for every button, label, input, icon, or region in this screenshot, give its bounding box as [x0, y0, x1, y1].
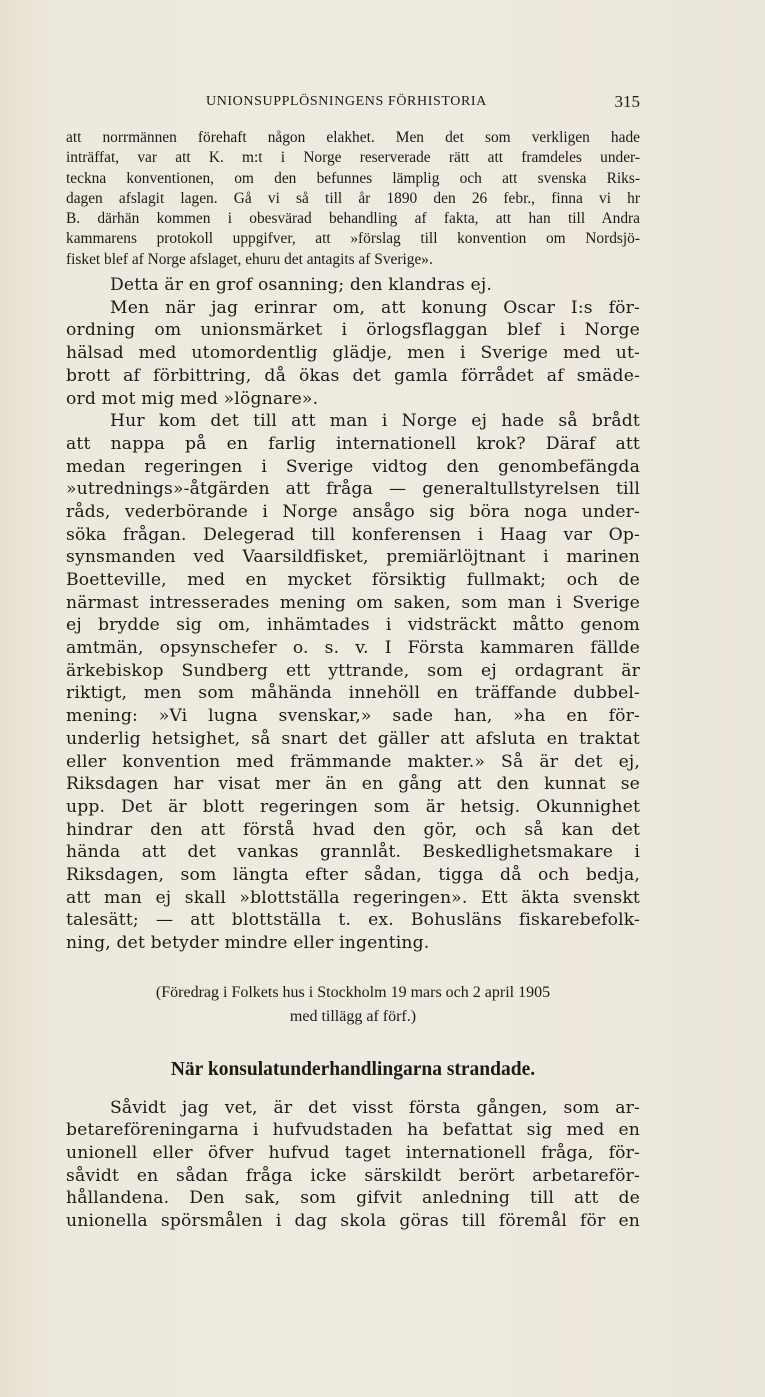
- body-line: Riksdagen, som längta efter sådan, tigga då och bedja,: [66, 864, 640, 885]
- body-line: råds, vederbörande i Norge ansågo sig böra noga under-: [66, 501, 640, 522]
- source-note-line: (Föredrag i Folkets hus i Stockholm 19 mars och 2 april 1905: [155, 983, 551, 1001]
- source-note: [66, 981, 640, 1029]
- body-line: brott af förbittring, då ökas det gamla förrådet af smäde-: [66, 365, 640, 386]
- body-line: söka frågan. Delegerad till konferensen i Haag var Op-: [66, 524, 640, 545]
- page-number: 315: [614, 92, 640, 111]
- body-line: närmast intresserades mening om saken, som man i Sverige: [66, 592, 640, 613]
- footnote-line: teckna konventionen, om den befunnes lämplig och att svenska Riks-: [66, 169, 640, 187]
- footnote-line: att norrmännen förehaft någon elakhet. Men det som verkligen hade: [66, 129, 640, 146]
- section-text: [66, 1097, 640, 1233]
- body-line: unionell eller öfver hufvud taget internationell fråga, för-: [66, 1143, 640, 1164]
- body-line: riktigt, men som måhända innehöll en träffande dubbel-: [66, 683, 640, 704]
- body-line: underlig hetsighet, så snart det gäller att afsluta en traktat: [66, 728, 640, 749]
- section-heading: När konsulatunderhandlingarna strandade.: [170, 1058, 536, 1080]
- body-line: synsmanden ved Vaarsildfisket, premiärlöjtnant i marinen: [66, 547, 640, 568]
- body-line: hända att det vankas grannlåt. Beskedlighetsmakare i: [66, 842, 640, 863]
- body-line: Såvidt jag vet, är det visst första gången, som ar-: [110, 1097, 640, 1118]
- footnote-line: B. därhän kommen i obesvärad behandling af fakta, att han till Andra: [66, 210, 640, 228]
- body-line: ej brydde sig om, inhämtades i vidsträckt måtto genom: [66, 615, 640, 636]
- footnote-line: dagen afslagit lagen. Gå vi så till år 1890 den 26 febr., finna vi hr: [66, 189, 640, 207]
- footnote-line: kammarens protokoll uppgifver, att »förslag till konvention om Nordsjö-: [66, 230, 640, 248]
- footnote-line: inträffat, var att K. m:t i Norge reserverade rätt att framdeles under-: [66, 149, 640, 167]
- footnote-paragraph: [66, 128, 640, 270]
- body-line: att man ej skall »blottställa regeringen». Ett äkta svenskt: [66, 887, 640, 908]
- body-line: Men när jag erinrar om, att konung Oscar I:s för-: [110, 297, 640, 318]
- body-line: hållandena. Den sak, som gifvit anledning till att de: [66, 1188, 640, 1209]
- body-line: betareföreningarna i hufvudstaden ha befattat sig med en: [66, 1120, 640, 1141]
- body-line: talesätt; — att blottställa t. ex. Bohusläns fiskarebefolk-: [66, 910, 640, 931]
- body-line: Detta är en grof osanning; den klandras ej.: [110, 275, 492, 296]
- page-header: [66, 94, 640, 114]
- body-line: unionella spörsmålen i dag skola göras till föremål för en: [66, 1211, 640, 1232]
- body-line: Riksdagen har visat mer än en gång att den kunnat se: [66, 774, 640, 795]
- body-line: att nappa på en farlig internationell krok? Däraf att: [66, 433, 640, 454]
- body-line: upp. Det är blott regeringen som är hetsig. Okunnighet: [66, 796, 640, 817]
- footnote-line: fisket blef af Norge afslaget, ehuru det antagits af Sverige».: [66, 250, 433, 268]
- body-line: ordning om unionsmärket i örlogsflaggan blef i Norge: [66, 320, 640, 341]
- body-line: medan regeringen i Sverige vidtog den genombefängda: [66, 456, 640, 477]
- body-line: eller konvention med främmande makter.» Så är det ej,: [66, 751, 640, 772]
- source-note-line: med tillägg af förf.): [289, 1007, 417, 1025]
- body-line: Hur kom det till att man i Norge ej hade så brådt: [110, 411, 640, 432]
- body-line: hindrar den att förstå hvad den gör, och så kan det: [66, 819, 640, 840]
- body-line: »utrednings»-åtgärden att fråga — generaltullstyrelsen till: [66, 479, 640, 500]
- main-text: [66, 274, 640, 955]
- body-line: ning, det betyder mindre eller ingenting.: [66, 933, 430, 954]
- page-body: [66, 128, 640, 1233]
- body-line: ärkebiskop Sundberg ett yttrande, som ej ordagrant är: [66, 660, 640, 681]
- body-line: hälsad med utomordentlig glädje, men i Sverige med ut-: [66, 343, 640, 364]
- body-line: mening: »Vi lugna svenskar,» sade han, »ha en för-: [66, 706, 640, 727]
- body-line: såvidt en sådan fråga icke särskildt berört arbetareför-: [66, 1165, 640, 1186]
- body-line: amtmän, opsynschefer o. s. v. I Första kammaren fällde: [66, 638, 640, 659]
- body-line: ord mot mig med »lögnare».: [66, 388, 319, 409]
- running-title: UNIONSUPPLÖSNINGENS FÖRHISTORIA: [206, 94, 487, 109]
- body-line: Boetteville, med en mycket försiktig fullmakt; och de: [66, 570, 640, 591]
